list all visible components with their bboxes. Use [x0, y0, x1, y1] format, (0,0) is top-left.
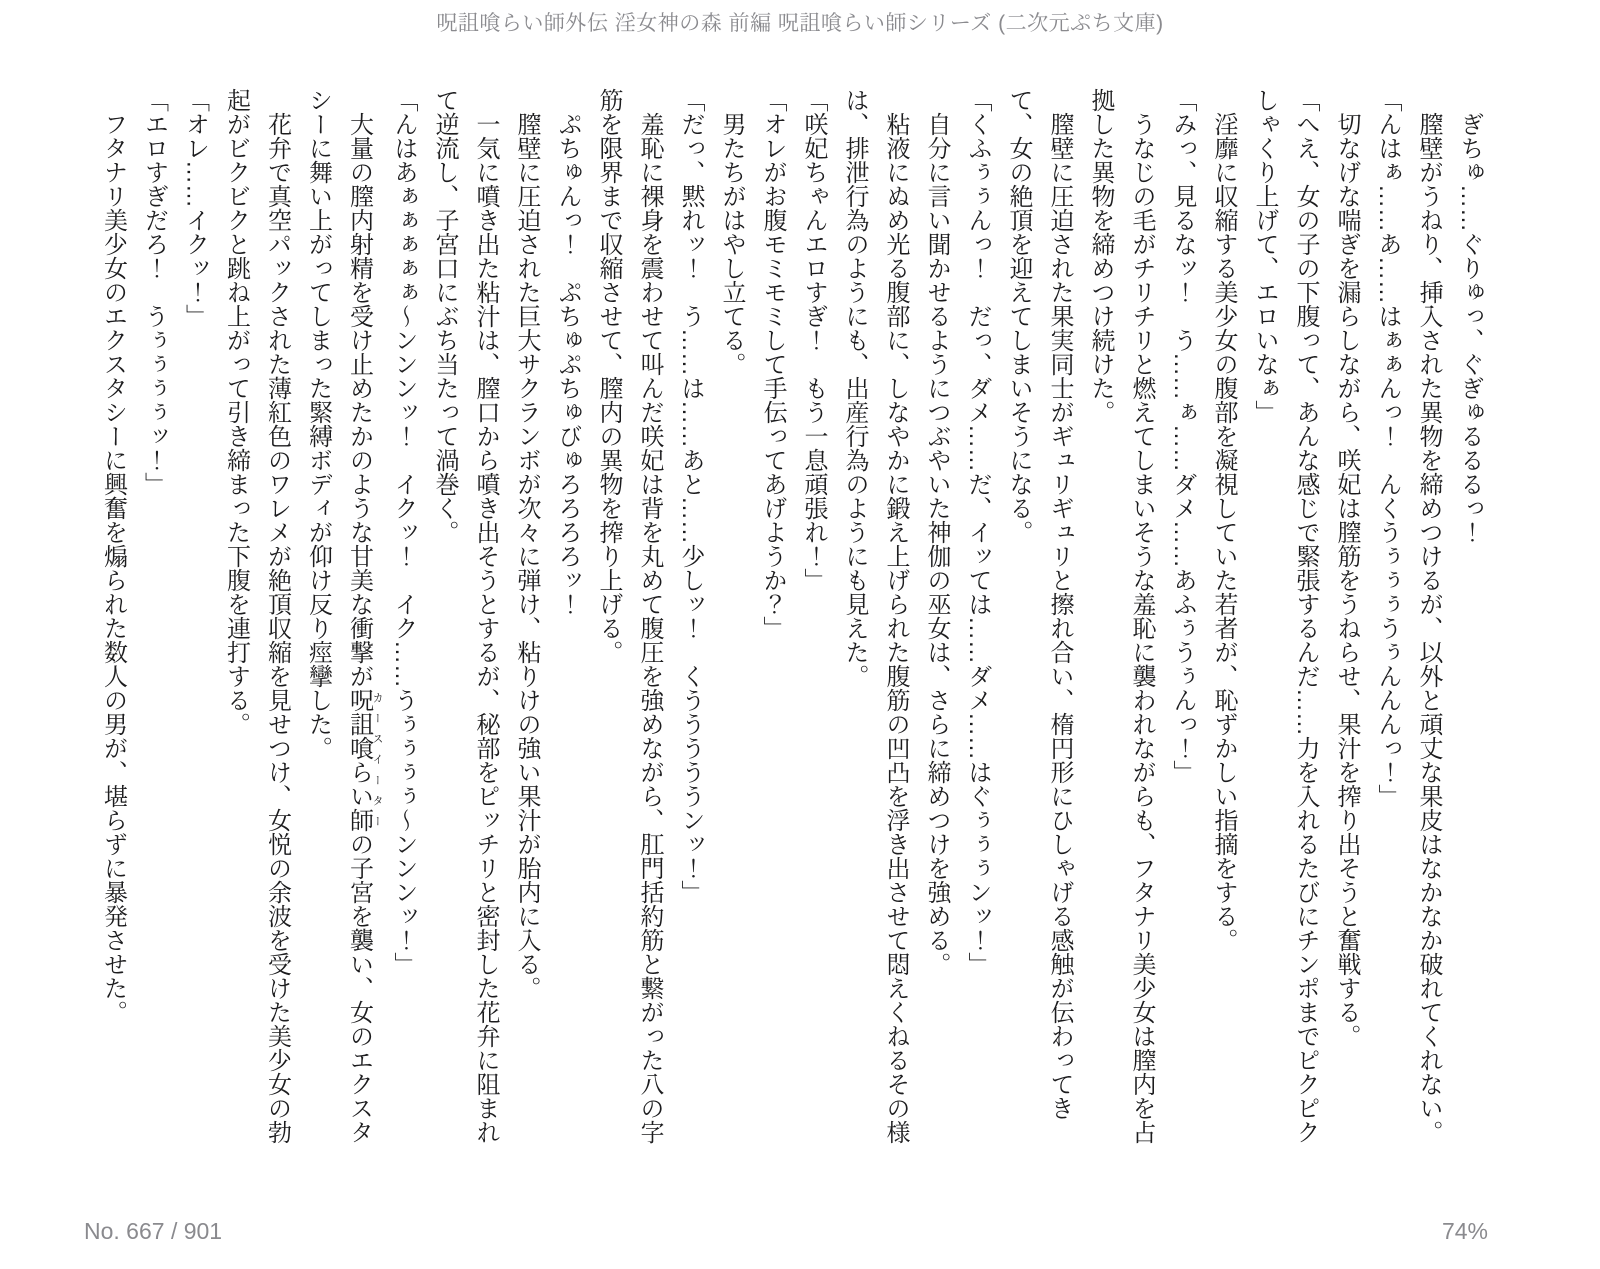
paragraph: 一気に噴き出た粘汁は、膣口から噴き出そうとするが、秘部をピッチリと密封した花弁に阻まれて逆流し、子宮口にぶち当たって渦巻く。: [431, 88, 499, 1144]
paragraph: 切なげな喘ぎを漏らしながら、咲妃は膣筋をうねらせ、果汁を搾り出そうと奮戦する。: [1333, 112, 1360, 1048]
paragraph: フタナリ美少女のエクスタシーに興奮を煽られた数人の男が、堪らずに暴発させた。: [99, 112, 127, 1024]
paragraph: 「んはあぁぁぁぁぁ～ンンンッ！ イクッ！ イク……うぅぅぅぅ～ンンンッ！」: [390, 88, 417, 976]
paragraph: 淫靡に収縮する美少女の腹部を凝視していた若者が、恥ずかしい指摘をする。: [1210, 112, 1237, 952]
paragraph: 「へえ、女の子の下腹って、あんな感じで緊張するんだ……力を入れるたびにチンポまでピクピクしゃくり上げて、エロいなぁ」: [1251, 88, 1319, 1144]
paragraph: 「みっ、見るなッ！ う……ぁ……ダメ……あふぅうぅんっ！」: [1169, 88, 1196, 784]
ruby-annotation: 呪詛喰らい師カースイーター: [345, 688, 383, 832]
paragraph: 「だっ、黙れッ！ う……は……あと……少しッ！ くうううううンッ！」: [677, 88, 704, 904]
footer-progress: 74%: [1441, 1218, 1488, 1244]
paragraph: ぷちゅんっ！ ぷちゅぷちゅびゅろろろろッ！: [554, 112, 581, 616]
paragraph: 「んはぁ……あ……はぁぁんっ！ んくうぅぅぅうぅんんんっ！」: [1374, 88, 1401, 808]
paragraph: 粘液にぬめ光る腹部に、しなやかに鍛え上げられた腹筋の凹凸を浮き出させて悶えくねるその様は、排泄行為のようにも、出産行為のようにも見えた。: [841, 88, 909, 1144]
paragraph: 男たちがはやし立てる。: [718, 112, 745, 376]
paragraph: 「オレがお腹モミモミして手伝ってあげようか？」: [759, 88, 786, 640]
paragraph: 膣壁がうねり、挿入された異物を締めつけるが、以外と頑丈な果皮はなかなか破れてくれない。: [1415, 112, 1442, 1144]
book-title-header: 呪詛喰らい師外伝 淫女神の森 前編 呪詛喰らい師シリーズ (二次元ぷち文庫): [436, 12, 1164, 35]
paragraph: 花弁で真空パックされた薄紅色のワレメが絶頂収縮を見せつけ、女悦の余波を受けた美少女の勃起がビクビクと跳ね上がって引き締まった下腹を連打する。: [222, 88, 291, 1144]
paragraph: 「くふぅぅんっ！ だっ、ダメ……だ、イッては……ダメ……はぐぅぅぅンッ！」: [964, 88, 991, 976]
paragraph: ぎちゅ……ぐりゅっ、ぐぎゅるるるっ！: [1456, 112, 1483, 544]
paragraph: うなじの毛がチリチリと燃えてしまいそうな羞恥に襲われながらも、フタナリ美少女は膣内を占拠した異物を締めつけ続けた。: [1087, 88, 1155, 1144]
paragraph: 大量の膣内射精を受け止めたかのような甘美な衝撃が呪詛喰らい師カースイーターの子宮を襲い、女のエクスタシーに舞い上がってしまった緊縛ボディが仰け反り痙攣した。: [304, 88, 383, 1144]
paragraph: 自分に言い聞かせるようにつぶやいた神伽の巫女は、さらに締めつけを強める。: [923, 112, 950, 976]
paragraph: 「咲妃ちゃんエロすぎ！ もう一息頑張れ！」: [800, 88, 827, 592]
paragraph: 「エロすぎだろ！ うぅぅぅぅッ！」: [140, 88, 168, 496]
paragraph: 羞恥に裸身を震わせて叫んだ咲妃は背を丸めて腹圧を強めながら、肛門括約筋と繋がった八の字筋を限界まで収縮させて、膣内の異物を搾り上げる。: [595, 88, 663, 1144]
page-text: [40, 88, 1490, 1158]
paragraph: 膣壁に圧迫された巨大サクランボが次々に弾け、粘りけの強い果汁が胎内に入る。: [513, 112, 540, 1000]
paragraph: 膣壁に圧迫された果実同士がギュリギュリと擦れ合い、楕円形にひしゃげる感触が伝わってきて、女の絶頂を迎えてしまいそうになる。: [1005, 88, 1073, 1120]
footer-page-indicator: No. 667 / 901: [84, 1218, 223, 1244]
paragraph: 「オレ……イクッ！」: [181, 88, 209, 328]
